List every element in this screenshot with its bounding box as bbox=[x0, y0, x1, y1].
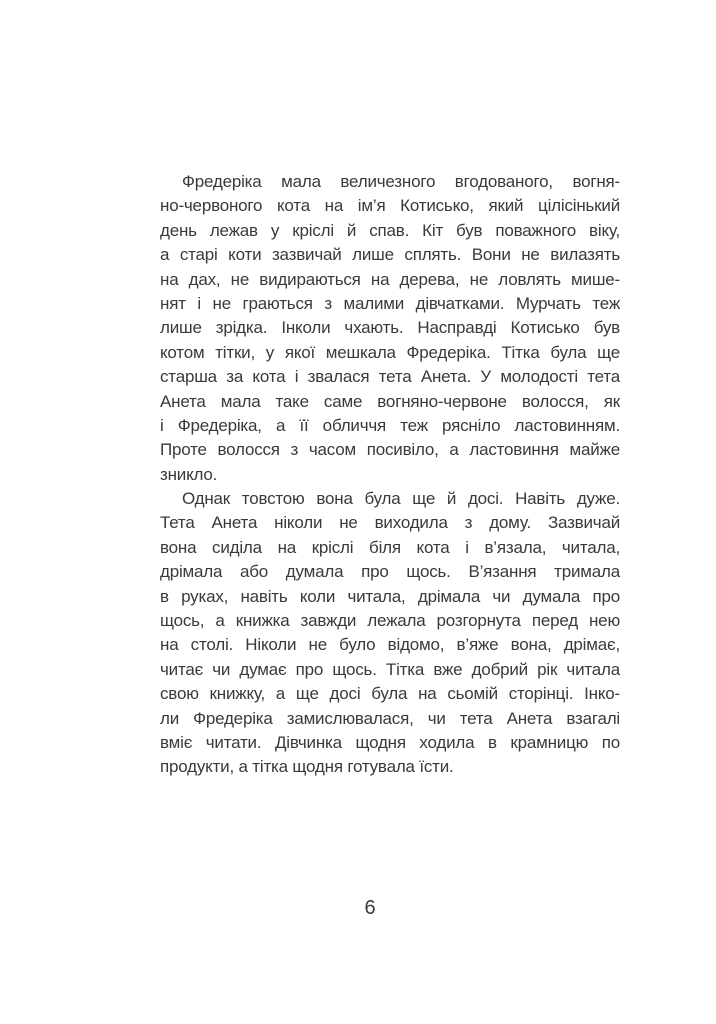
text-line: лише зрідка. Інколи чхають. Насправді Котисько був bbox=[160, 318, 620, 338]
page-number: 6 bbox=[364, 897, 376, 919]
text-line: а старі коти зазвичай лише сплять. Вони не вилазять bbox=[160, 245, 620, 265]
text-line: Однак товстою вона була ще й досі. Навіть дуже. bbox=[182, 489, 620, 509]
text-line: зникло. bbox=[160, 464, 218, 484]
text-line: на столі. Ніколи не було відомо, в’яже вона, дрімає, bbox=[160, 635, 620, 655]
text-line: день лежав у кріслі й спав. Кіт був поважного віку, bbox=[160, 220, 620, 240]
paragraph bbox=[160, 487, 620, 780]
text-line: і Фредеріка, а її обличчя теж рясніло ластовинням. bbox=[160, 415, 620, 435]
text-line: нят і не граються з малими дівчатками. Мурчать теж bbox=[160, 293, 620, 313]
text-line: свою книжку, а ще досі була на сьомій сторінці. Інко- bbox=[160, 684, 620, 704]
text-line: вміє читати. Дівчинка щодня ходила в крамницю по bbox=[160, 732, 620, 752]
text-line: в руках, навіть коли читала, дрімала чи думала про bbox=[160, 586, 620, 606]
paragraph bbox=[160, 170, 620, 487]
text-line: читає чи думає про щось. Тітка вже добрий рік читала bbox=[160, 659, 620, 679]
text-line: продукти, а тітка щодня готувала їсти. bbox=[160, 757, 454, 777]
text-line: котом тітки, у якої мешкала Фредеріка. Тітка була ще bbox=[160, 342, 620, 362]
text-line: дрімала або думала про щось. В’язання тримала bbox=[160, 562, 620, 582]
text-line: на дах, не видираються на дерева, не ловлять мише- bbox=[160, 269, 620, 289]
text-line: Тета Анета ніколи не виходила з дому. Зазвичай bbox=[160, 513, 620, 533]
text-line: Анета мала таке саме вогняно-червоне волосся, як bbox=[160, 391, 620, 411]
text-line: Проте волосся з часом посивіло, а ластовиння майже bbox=[160, 440, 620, 460]
text-line: ли Фредеріка замислювалася, чи тета Анета взагалі bbox=[160, 708, 620, 728]
text-line: щось, а книжка завжди лежала розгорнута перед нею bbox=[160, 611, 620, 631]
text-line: вона сиділа на кріслі біля кота і в’язала, читала, bbox=[160, 537, 620, 557]
text-line: Фредеріка мала величезного вгодованого, вогня- bbox=[182, 172, 620, 191]
text-line: старша за кота і звалася тета Анета. У молодості тета bbox=[160, 367, 620, 387]
text-line: но-червоного кота на ім’я Котисько, який цілісінький bbox=[160, 196, 620, 216]
text-block bbox=[160, 170, 620, 780]
